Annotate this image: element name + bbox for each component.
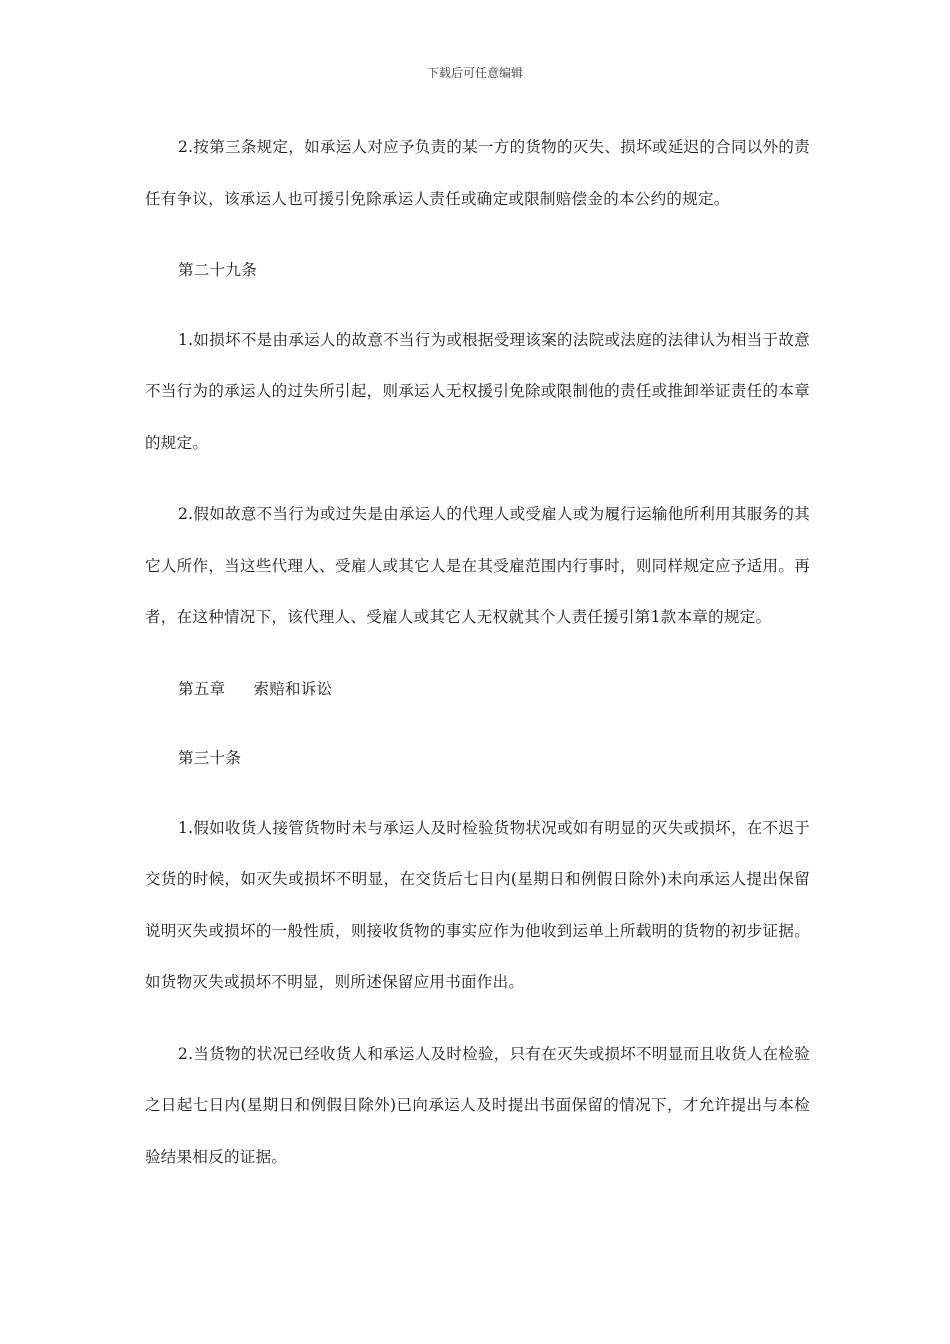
paragraph-28-2: 2.按第三条规定，如承运人对应予负责的某一方的货物的灭失、损坏或延迟的合同以外的责任有争议，该承运人也可援引免除承运人责任或确定或限制赔偿金的本公约的规定。 xyxy=(145,138,810,208)
chapter-5-heading xyxy=(145,664,810,716)
page-header: 下载后可任意编辑 xyxy=(426,66,523,80)
document-body xyxy=(145,122,810,1203)
paragraph-29-2: 2.假如故意不当行为或过失是由承运人的代理人或受雇人或为履行运输他所利用其服务的其它人所作，当这些代理人、受雇人或其它人是在其受雇范围内行事时，则同样规定应予适用。再者，在这种情况下，该代理人、受雇人或其它人无权就其个人责任援引第1款本章的规定。 xyxy=(145,505,810,626)
paragraph-30-2: 2.当货物的状况已经收货人和承运人及时检验，只有在灭失或损坏不明显而且收货人在检验之日起七日内(星期日和例假日除外)已向承运人及时提出书面保留的情况下，才允许提出与本检验结果相反的证据。 xyxy=(145,1044,810,1166)
article-30-heading: 第三十条 xyxy=(178,749,242,767)
chapter-5-number: 第五章 xyxy=(178,679,226,698)
article-29-heading: 第二十九条 xyxy=(178,261,258,279)
chapter-5-title: 索赔和诉讼 xyxy=(253,679,333,698)
paragraph-30-1: 1.假如收货人接管货物时未与承运人及时检验货物状况或如有明显的灭失或损坏，在不迟于交货的时候，如灭失或损坏不明显，在交货后七日内(星期日和例假日除外)未向承运人提出保留说明灭失或损坏的一般性质，则接收货物的事实应作为他收到运单上所载明的货物的初步证据。如货物灭失或损坏不明显，则所述保留应用书面作出。 xyxy=(145,818,810,991)
paragraph-29-1: 1.如损坏不是由承运人的故意不当行为或根据受理该案的法院或法庭的法律认为相当于故意不当行为的承运人的过失所引起，则承运人无权援引免除或限制他的责任或推卸举证责任的本章的规定。 xyxy=(145,330,810,452)
